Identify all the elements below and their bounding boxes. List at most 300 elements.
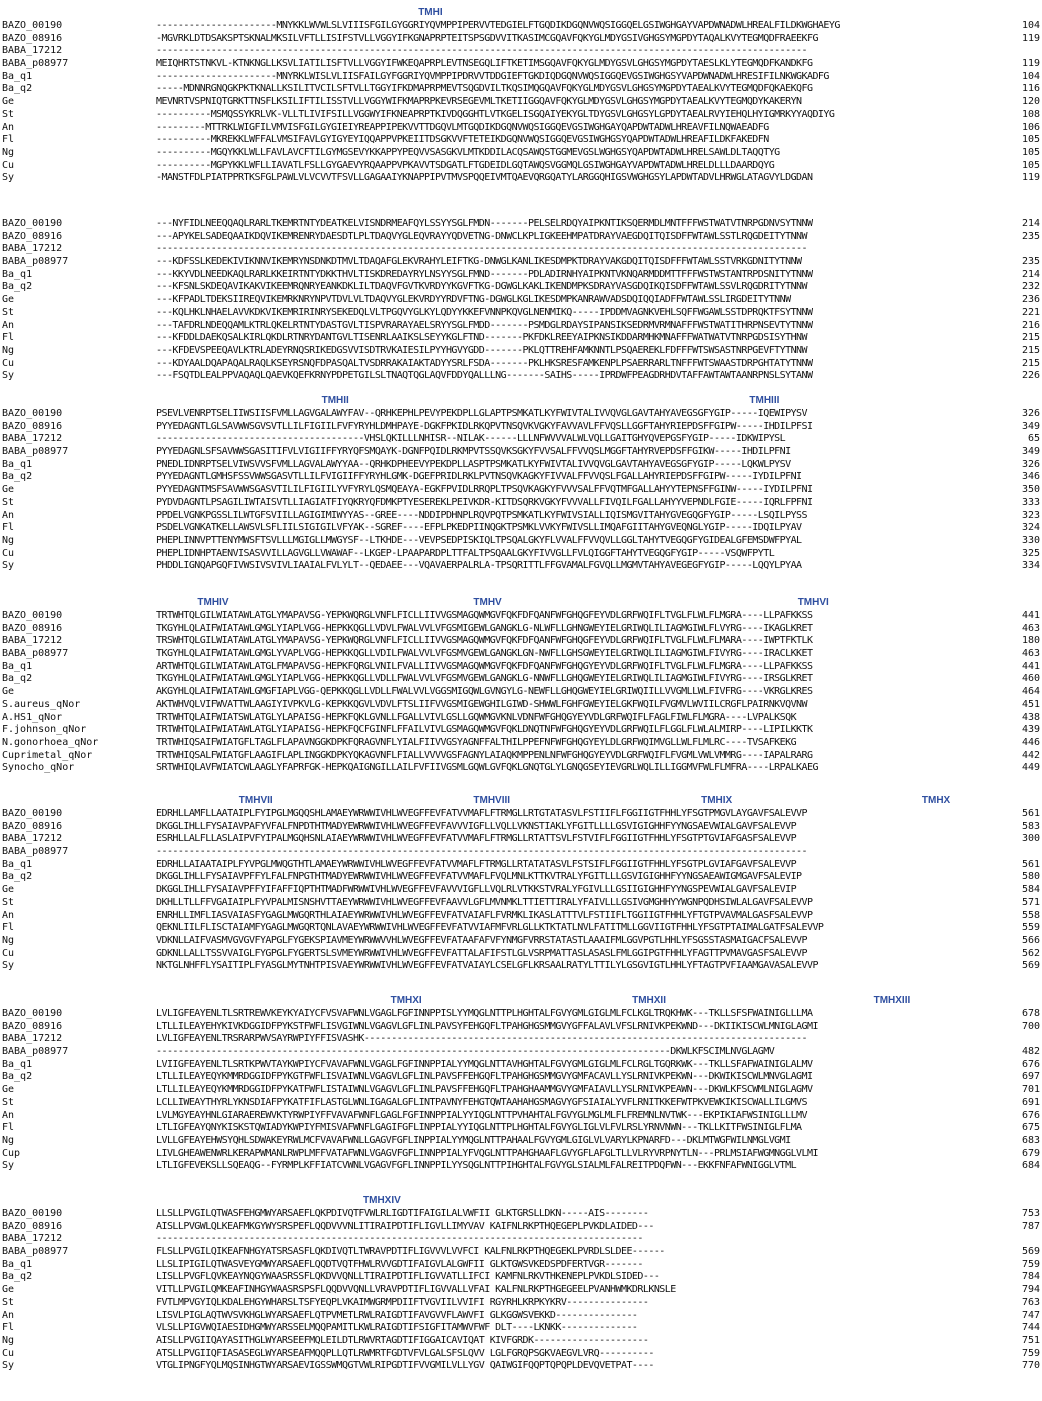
residue-count: 104 xyxy=(1021,20,1040,31)
residue-count: 464 xyxy=(1021,686,1040,698)
alignment-row xyxy=(0,1110,1042,1123)
residue-count: 701 xyxy=(1021,1084,1040,1096)
sequence-name: Synocho_qNor xyxy=(2,762,75,774)
residue-count: 330 xyxy=(1021,534,1040,546)
residue-count: 441 xyxy=(1021,660,1040,672)
sequence-name: BAZO_08916 xyxy=(2,1220,63,1232)
sequence-residues: MEIQHRTSTNKVL-KTNKNGLLKSVLIATILISFTVLLVGGYIFWKEQAPRPLEVTNSEGQLIFTKETIMSGQAVFQKYGLMDYGSVLGHGSYMGPDYTAESLKLYTEGMQDFKANDKFG xyxy=(156,58,813,70)
sequence-residues: ----------MGQYKKLWLLFAVLAVCFTILGYMGSEVYKKAPPYPEQVVSASGKVLMTKDDILACQSAWQSTGGMEVGSLWGHGSYQAPDWTADWLHRELSAWLDLTAQQTYG xyxy=(156,146,780,158)
residue-count: 566 xyxy=(1021,934,1040,946)
residue-count: 349 xyxy=(1021,420,1040,432)
residue-count: 119 xyxy=(1021,58,1040,70)
sequence-residues: ---KFPADLTDEKSIIREQVIKEMRKNRYNPVTDVLVLTDAQVYGLEKVRDYYRDVFTNG-DGWGLKGLIKESDMPKANRAWVADSDQIQQIADFFWTAWLSSLIRGDEITYTNNW xyxy=(156,294,791,306)
alignment-row xyxy=(0,122,1042,135)
sequence-residues: TRTWHIQSALFWIATGFLAAGIFLAPLINGGKDPKYQKAGVNFLFIALLVVVVGSFAGNYLAIAQKMPPENLNFWFGHQGYEYVDLGRFWQIFLFVGMLVWLVMMRG----IAPALRARG xyxy=(156,749,813,761)
alignment-row xyxy=(0,686,1042,699)
sequence-name: An xyxy=(2,319,15,331)
sequence-residues: LISLLPVGFLQVKEAYNQGYWAASRSSFLQKDVVQNLLTIRAIPDTIFLIGVVATLLIFCI KAMFNLRKVTHKENEPLPVKDLSIDED--- xyxy=(156,1271,660,1283)
sequence-residues: QEKNLIILFLISCTAIAMFYGAGLMWGQRTQNLAVAEYWRWWIVHLWVEGFFEVFATVVIAFMFVRLGLLKTKTATLNVLFATITMLLGGVIIGTFHHLYFSGTPTAIMALGATFSALEVVP xyxy=(156,922,824,934)
alignment-row xyxy=(0,20,1042,33)
tm-label-row xyxy=(0,1194,1042,1208)
sequence-name: BAZO_00190 xyxy=(2,218,63,229)
sequence-name: Cup xyxy=(2,1147,21,1159)
sequence-residues: PHEPLIDNHPTAENVISASVVILLAGVGLLVWAWAF--LKGEP-LPAAPARDPLTTFALTPSQAALGKYFIVVGLLFVLQIGGFTAHYTVEGQGFYGIP-----VSQWFPYTL xyxy=(156,547,775,559)
sequence-name: Fl xyxy=(2,922,15,934)
sequence-name: BAZO_00190 xyxy=(2,808,63,819)
alignment-row xyxy=(0,1297,1042,1310)
sequence-residues: PYYEDAGNTLGMHSFSSVWWSGASVTLLILFVIGIIFFYRYHLGMK-DGEFPRIDLRKLPVTNSQVKAGKYFIVVALFFVVQSLFGALLAHYRIEPDSFFGIPW-----IYDILPFNI xyxy=(156,471,802,483)
sequence-name: Ge xyxy=(2,484,15,496)
residue-count: 215 xyxy=(1021,332,1040,344)
alignment-row xyxy=(0,610,1042,623)
alignment-row xyxy=(0,471,1042,484)
sequence-name: BABA_17212 xyxy=(2,1233,63,1245)
alignment-row xyxy=(0,673,1042,686)
residue-count: 569 xyxy=(1021,960,1040,972)
sequence-residues: ----------------------------------------------------------------------------------------------------------------------- xyxy=(156,45,807,57)
alignment-block-4 xyxy=(0,596,1042,775)
residue-count: 438 xyxy=(1021,711,1040,723)
alignment-row xyxy=(0,948,1042,961)
sequence-name: BABA_17212 xyxy=(2,433,63,445)
sequence-residues: LTLLILEAYEQYKMMRDGGIDFPYKGTFWFLISVAIWNLVGAGVLGFLINLPAVSFFEHGQFLTPAHGHGSMMGVYGMFACAVLLYSLRNIVKPEKWN---DKWIKISCWLMNVGLAGMI xyxy=(156,1071,813,1083)
alignment-row xyxy=(0,935,1042,948)
sequence-residues: ----------------------------------------------------------------------------------------- xyxy=(156,1233,643,1245)
sequence-name: Ge xyxy=(2,884,15,896)
residue-count: 65 xyxy=(1027,433,1040,445)
alignment-row xyxy=(0,1221,1042,1234)
alignment-row xyxy=(0,648,1042,661)
alignment-row xyxy=(0,147,1042,160)
residue-count: 215 xyxy=(1021,344,1040,356)
sequence-name: Ge xyxy=(2,294,15,306)
sequence-residues: ---NYFIDLNEEQQAQLRARLTKEMRTNTYDEATKELVISNDRMEAFQYLSSYYSGLFMDN-------PELSELRDQYAIPKNTIKSQERMDLMNTFFFWSTWATVTNRPGDNVSYTNNW xyxy=(156,218,813,229)
sequence-residues: ---TAFDRLNDEQQAMLKTRLQKELRTNTYDASTGVLTISPVRARAYAELSRYYSGLFMDD-------PSMDGLRDAYSIPANSIKSEDRMVRMNAFFFWSTWATITHRPNSEVTYTNNW xyxy=(156,319,813,331)
sequence-residues: ---KFDEVSPEEQAVLKTRLADEYRNQSRIKEDGSVVISDTRVKAIESILPYYHGVYGDD-------PKLQTTREHFAMKNNTLPSQAEREKLFDFFFWTSWSASTNRPGEVFTYTNNW xyxy=(156,344,807,356)
tm-helix-label: TMHVIII xyxy=(473,795,511,806)
sequence-residues: ARTWHTQLGILWIATAWLATGLFMAPAVSG-HEPKFQRGLVNILFVALLIIVVGSMAGQWMGVFQKFDFQANFWFGHQGYEYVDLGRFWQIFLTVGLFLWLFLMGRA----LLPAFKKSS xyxy=(156,660,813,672)
residue-count: 226 xyxy=(1021,370,1040,382)
sequence-name: An xyxy=(2,909,15,921)
alignment-block-1 xyxy=(0,6,1042,185)
alignment-row xyxy=(0,808,1042,821)
sequence-residues: ESRHLLALFLLASLAIPVFYIPALMGQHSNLAIAEYWRWWIVHLWVEGFFEVFATVVMAFLFTRMGLLRTATTSVLFSTVIFLFGGIIGTFHHLYFSGTPTGVIAFGASFSALEVVP xyxy=(156,833,797,845)
sequence-residues: ENRHLLIMFLIASVAIASFYGAGLMWGQRTHLAIAEYWRWWIVHLWVEGFFEVFATVAIAFLFVRMKLIKASLATTTVLFSTIIFLTGGIIGTFHHLYFTGTPVAVMALGASFSALEVVP xyxy=(156,909,813,921)
alignment-row xyxy=(0,160,1042,173)
residue-count: 105 xyxy=(1021,159,1040,171)
residue-count: 580 xyxy=(1021,871,1040,883)
sequence-name: St xyxy=(2,108,15,120)
sequence-name: An xyxy=(2,1109,15,1121)
sequence-name: F.johnson_qNor xyxy=(2,724,87,736)
tm-label-row xyxy=(0,204,1042,218)
sequence-residues: -MGVRKLDTDSAKSPTSKNALMKSILVFTLLISIFSTVLLVGGYIFKGNAPRPTEITSPSGDVVITKASIMCGQAVFQKYGLMDYGSIVGHGSYMGPDYTAQALKVYTEGMQDFRAEEKFG xyxy=(156,32,818,44)
sequence-name: BABA_p08977 xyxy=(2,446,69,458)
sequence-residues: ---KDYAALDQAPAQALRAQLKSEYRSNQFDPASQALTVSDRRAKAIAKTADYYSRLFSDA-------PKLHKSRESFAMKENPLPSAERRARLTNFFFWTSWAASTDRPGHTATYTNNW xyxy=(156,357,813,369)
sequence-name: BAZO_08916 xyxy=(2,1020,63,1032)
sequence-residues: TRSWHTQLGILWIATAWLATGLYMAPAVSG-YEPKWQRGLVNFLFICLLIIVVGSMAGQWMGVFQKFDFQANFWFGHQGFEYVDLGRFWQIFLTVGLFLWLFLMARA----IWPTFKTLK xyxy=(156,635,813,647)
residue-count: 235 xyxy=(1021,230,1040,242)
sequence-residues: ---FSQTDLEALPPVAQAQLQAEVKQEFKRNYPDPETGILSLTNAQTQGLAQVFDDYQALLLNG-------SAIHS-----IPRDWFPEAGDRHDVTAFFAWTAWTAANRPNSLSYTANW xyxy=(156,370,813,382)
sequence-residues: DKGGLIHLLFYSAIAVPFFYLFALFNPGTHTMADYEWRWWIVHLWVEGFFEVFATVVMAFLFVQLMNLKTTKVTRALYFGITLLLGSVIGIGHHFYYNGSAEAWIGMGAVFSALEVIP xyxy=(156,871,802,883)
sequence-name: Sy xyxy=(2,960,15,972)
tm-label-row xyxy=(0,596,1042,610)
residue-count: 120 xyxy=(1021,96,1040,108)
sequence-residues: LTLLILEAYEQYKMMRDGGIDFPYKATFWFLISTAIWNLVGAGVLGFLINLPAVSFFEHGQFLTPAHGHAAMMGVYGMFAIAVLLYSLRNIVKPEAWN---DKWLKFSCWMLNIGLAGMV xyxy=(156,1084,813,1096)
residue-count: 214 xyxy=(1021,268,1040,280)
sequence-name: BABA_17212 xyxy=(2,833,63,845)
sequence-name: Ba_q1 xyxy=(2,70,33,82)
sequence-name: Ba_q1 xyxy=(2,858,33,870)
sequence-name: BABA_p08977 xyxy=(2,256,69,268)
sequence-name: BABA_p08977 xyxy=(2,648,69,660)
sequence-residues: PSEVLVENRPTSELIIWSIISFVMLLAGVGALAWYFAV--QRHKEPHLPEVYPEKDPLLGLAPTPSMKATLKYFWIVTALIVVQVGLGAVTAHYAVEGSGFYGIP-----IQEWIPYSV xyxy=(156,408,807,419)
sequence-name: Fl xyxy=(2,134,15,146)
residue-count: 675 xyxy=(1021,1122,1040,1134)
sequence-residues: PYYEDAGNLSFSAVWWSGASITIFVLVIGIIFFYRYQFSMQAYK-DGNFPQIDLRKMPVTSSQVKSGKYFVVSALFFVVQSLMGGFTAHYRVEPDSFFGIKW-----IHDILPFNI xyxy=(156,446,791,458)
residue-count: 104 xyxy=(1021,70,1040,82)
sequence-name: Sy xyxy=(2,172,15,184)
alignment-row xyxy=(0,497,1042,510)
residue-count: 180 xyxy=(1021,635,1040,647)
sequence-residues: LISVLPIGLAQTWVSVKHGLWYARSAEFLQTPVMETLRWLRAIGDTIFAVGVVFLAWVFI GLKGGWSVEKKD--------------- xyxy=(156,1309,638,1321)
sequence-residues: TKGYHLQLAIFWIATAWLGMGLYVAPLVGG-HEPKKQGLLVDILFWALVVLVFGSMVGEWLGANGKLGN-NWFLLGHSGWEYIELGRIWQLILIAGMGIWLFIVYRG----IRACLKKET xyxy=(156,648,813,660)
alignment-row xyxy=(0,96,1042,109)
alignment-row xyxy=(0,332,1042,345)
alignment-row xyxy=(0,1322,1042,1335)
alignment-row xyxy=(0,71,1042,84)
alignment-row xyxy=(0,256,1042,269)
tm-helix-label: TMHIX xyxy=(701,795,733,806)
sequence-name: BAZO_00190 xyxy=(2,1008,63,1019)
sequence-name: St xyxy=(2,1096,15,1108)
residue-count: 571 xyxy=(1021,896,1040,908)
sequence-residues: PPDELVGNKPGSSLILWTGFSVIILLAGIGIMIWYYAS--GREE----NDDIPDHNPLRQVPQTPSMKATLKYFWIVSIALLIQISMGVITAHYGVEGQGFYGIP-----LSQILPYSS xyxy=(156,509,807,521)
sequence-name: Ge xyxy=(2,1284,15,1296)
residue-count: 460 xyxy=(1021,673,1040,685)
alignment-row xyxy=(0,859,1042,872)
sequence-residues: ----------------------MNYKKLWVWLSLVIIISFGILGYGGRIYQVMPPIPERVVTEDGIELFTGQDIKDGQNVWQSIGGQELGSIWGHGAYVAPDWNADWLHREALFILDKWGHAEYG xyxy=(156,20,840,31)
residue-count: 561 xyxy=(1021,808,1040,819)
residue-count: 346 xyxy=(1021,471,1040,483)
alignment-row xyxy=(0,231,1042,244)
alignment-row xyxy=(0,172,1042,185)
alignment-row xyxy=(0,548,1042,561)
sequence-name: St xyxy=(2,1296,15,1308)
sequence-name: St xyxy=(2,896,15,908)
sequence-residues: VITLLPVGILQMKEAFINHGYWAASRSPSFLQQDVVQNLLVRAVPDTIFLIGVVALLVFAI KALFNLRKPTHGEGEELPVANHWMKDRLKNSLE xyxy=(156,1284,676,1296)
residue-count: 691 xyxy=(1021,1096,1040,1108)
sequence-residues: LTLIGFEAYQNYKISKSTQWIADYKWPIYFMISVAFWNFLGAGIFGFLINPPIALYYIQGLNTTPLHGHTALFGVYGLIGLVLFVLRSLYRNVNWN---TKLLKITFWSINIGLFLMA xyxy=(156,1122,802,1134)
sequence-name: BAZO_00190 xyxy=(2,20,63,31)
sequence-residues: ---KFDDLDAEKQSALKIRLQKDLRTNRYDANTGVLTISENRLAAIKSLSEYYKGLFTND-------PKFDKLREEYAIPKNSIKDDARMHKMNAFFFWATWATVTNRPGDSISYTHNW xyxy=(156,332,807,344)
residue-count: 119 xyxy=(1021,32,1040,44)
tm-helix-label: TMHXI xyxy=(390,995,422,1006)
residue-count: 116 xyxy=(1021,83,1040,95)
residue-count: 439 xyxy=(1021,724,1040,736)
sequence-residues: VLSLLPIGVWQIAESIDHGMWYARSSELMQQPAMITLKWLRAIGDTIFSIGFITAMWVFWF DLT----LKNKK-------------- xyxy=(156,1322,638,1334)
residue-count: 676 xyxy=(1021,1058,1040,1070)
sequence-residues: LVLIGFEAYENLTRSRARPWVSAYRWPIYFFISVASHK--------------------------------------------------------------------------------- xyxy=(156,1033,807,1045)
alignment-row xyxy=(0,510,1042,523)
alignment-row xyxy=(0,535,1042,548)
alignment-block-5 xyxy=(0,794,1042,973)
alignment-row xyxy=(0,846,1042,859)
residue-count: 449 xyxy=(1021,762,1040,774)
residue-count: 684 xyxy=(1021,1160,1040,1172)
sequence-residues: ----------------------MNYRKLWISLVLIISFAILGYFGGRIYQVMPPIPDRVVTDDGIEFTGKDIQDGQNVWQSIGGQEVGSIWGHGSYVAPDWNADWLHRESIFILNKWGKADFG xyxy=(156,70,829,82)
residue-count: 300 xyxy=(1021,833,1040,845)
sequence-name: Ng xyxy=(2,344,15,356)
alignment-row xyxy=(0,1021,1042,1034)
residue-count: 326 xyxy=(1021,458,1040,470)
residue-count: 235 xyxy=(1021,256,1040,268)
alignment-row xyxy=(0,421,1042,434)
sequence-name: BAZO_08916 xyxy=(2,820,63,832)
alignment-row xyxy=(0,724,1042,737)
sequence-residues: ---------MTTRKLWIGFILVMVISFGILGYGIEIYREAPPIPEKVVTTDGQVLMTGQDIKDGQNVWQSIGGQEVGSIWGHGAYQAPDWTADWLHREAVFILNQWAEADFG xyxy=(156,121,769,133)
sequence-residues: ----------------------------------------------------------------------------------------------DKWLKFSCIMLNVGLAGMV xyxy=(156,1046,775,1058)
alignment-row xyxy=(0,433,1042,446)
residue-count: 108 xyxy=(1021,108,1040,120)
sequence-name: Ba_q1 xyxy=(2,268,33,280)
alignment-block-2 xyxy=(0,204,1042,383)
sequence-residues: LTLLILEAYEHYKIVKDGGIDFPYKSTFWFLISVGIWNLVGAGVLGFLINLPAVSYFEHGQFLTPAHGHGSMMGVYGFFALAVLVFSLRNIVKPEKWND---DKIIKISCWLMNIGLAGMI xyxy=(156,1020,818,1032)
sequence-name: BABA_17212 xyxy=(2,45,63,57)
alignment-row xyxy=(0,871,1042,884)
residue-count: 584 xyxy=(1021,884,1040,896)
alignment-row xyxy=(0,522,1042,535)
sequence-residues: ---KFSNLSKDEQAVIKAKVIKEEMRQNRYEANKDKLILTDAQVFGVTKVRDYYKGVFTKG-DGWGLKAKLIKENDMPKSDRAYVASGDQIKQISDFFWTAWLSSVLRQGDRITYTNNW xyxy=(156,281,807,293)
tm-label-row xyxy=(0,6,1042,20)
alignment-row xyxy=(0,623,1042,636)
residue-count: 784 xyxy=(1021,1271,1040,1283)
alignment-row xyxy=(0,484,1042,497)
sequence-name: Ba_q2 xyxy=(2,1271,33,1283)
sequence-residues: PNEDLIDNRPTSELVIWSVVSFVMLLAGVALAWYYAA--QRHKDPHEEVYPEKDPLLASPTPSMKATLKYFWIVTALIVVQVGLGAVTAHYAVEGSGFYGIP-----LQKWLPYSV xyxy=(156,458,791,470)
sequence-residues: EDRHLLAIAATAIPLFYVPGLMWQGTHTLAMAEYWRWWIVHLWVEGFFEVFATVVMAFLFTRMGLLRTATATASVLFSTSIFLFGGIIGTFHHLYFSGTPLGVIAFGAVFSALEVVP xyxy=(156,858,797,870)
alignment-row xyxy=(0,833,1042,846)
residue-count: 683 xyxy=(1021,1134,1040,1146)
sequence-name: Cu xyxy=(2,159,15,171)
alignment-row xyxy=(0,134,1042,147)
sequence-name: Ng xyxy=(2,1134,15,1146)
residue-count: 349 xyxy=(1021,446,1040,458)
alignment-row xyxy=(0,1246,1042,1259)
alignment-row xyxy=(0,897,1042,910)
alignment-row xyxy=(0,1122,1042,1135)
alignment-row xyxy=(0,358,1042,371)
alignment-row xyxy=(0,1160,1042,1173)
alignment-row xyxy=(0,635,1042,648)
alignment-row xyxy=(0,345,1042,358)
alignment-row xyxy=(0,922,1042,935)
sequence-name: Ba_q2 xyxy=(2,83,33,95)
alignment-row xyxy=(0,910,1042,923)
sequence-residues: ----------MGPYKKLWFLLIAVATLFSLLGYGAEVYRQAAPPVPKAVVTSDGATLFTGDEIDLGQTAWQSVGGMQLGSIWGHGAYVAPDWTADWLHRELDLLLDAARDQYG xyxy=(156,159,775,171)
sequence-residues: LCLLIWEAYTHYRLYKNSDIAFPYKATFIFLASTGLWNLIGAGALGFLINTPAVNYFEHGTQWTAAHAHGSMAGVYGFSIAIALYVFLRNITKKEFWTPKVEWKIKISCWALLILGMVS xyxy=(156,1096,807,1108)
sequence-name: Ba_q1 xyxy=(2,1258,33,1270)
sequence-name: Ng xyxy=(2,934,15,946)
sequence-residues: VTGLIPNGFYQLMQSINHGTWYARSAEVIGSSWMQGTVWLRIPGDTIFVVGMILVLLYGV QAIWGIFQQPTQPQPLDEVQVETPAT---- xyxy=(156,1360,654,1372)
residue-count: 323 xyxy=(1021,509,1040,521)
alignment-row xyxy=(0,1271,1042,1284)
alignment-row xyxy=(0,737,1042,750)
sequence-residues: -----MDNNRGNQGKPKTKNALLKSILITVCILSFTVLLTGGYIFKDMAPRPMEVTSQGDVILTKQSIMQGQAVFQKYGLMDYGSVLGHGSYMGPDYTAEALKVYTEGMQDFQKAEKQFG xyxy=(156,83,813,95)
sequence-name: Ba_q2 xyxy=(2,1071,33,1083)
sequence-name: Ge xyxy=(2,686,15,698)
alignment-row xyxy=(0,762,1042,775)
sequence-residues: ----------MKREKKLWFFALVMSIFAVLGYIGYEYIQQAPPVPKEIITDSGKVVFTETEIKDGQNVWQSIGGQEVGSIWGHGSYQAPDWTADWLHREAFILDKFAKEDFN xyxy=(156,134,769,146)
sequence-name: Sy xyxy=(2,1360,15,1372)
alignment-row xyxy=(0,269,1042,282)
sequence-residues: MEVNRTVSPNIQTGRKTTNSFLKSILIFTILISSTVLLVGGYWIFKMAPRPKEVRSEGEVMLTKETIIGGQAVFQKYGLMDYGSVLGHGSYMGPDYTAEALKVYTEGMQDYKAKERYN xyxy=(156,96,802,108)
sequence-name: BAZO_08916 xyxy=(2,32,63,44)
sequence-residues: SRTWHIQLAVFWIATCWLAAGLYFAPRFGK-HEPKQAIGNGILLAILFVFIIVGSMLGQWLGVFQKLGNQTGLYLGNQGSEYIEVGRLWQLILLIGGMVFWLFLMFRA----LRPALKAEG xyxy=(156,762,818,774)
residue-count: 326 xyxy=(1021,408,1040,419)
sequence-name: BABA_p08977 xyxy=(2,1246,69,1258)
alignment-block-3 xyxy=(0,394,1042,573)
sequence-residues: DKGGLIHLLFYSAIAVPFFYIFAFFIQPTHTMADFWRWWIVHLWVEGFFEVFAVVVIGFLLVQLRLVTKKSTVRALYFGIVLLLGSIIGIGHHFYYNGSPEVWIALGAVFSALEVIP xyxy=(156,884,797,896)
sequence-name: BABA_17212 xyxy=(2,243,63,255)
sequence-residues: LVLLGFEAYEHWSYQHLSDWAKEYRWLMCFVAVAFWNLLGAGVFGFLINPPIALYYMQGLNTTPAHAALFGVYGMLGIGLVLVARYLKPNARFD---DKLMTWGFWILNMGLVGMI xyxy=(156,1134,791,1146)
sequence-name: Ng xyxy=(2,534,15,546)
alignment-row xyxy=(0,1046,1042,1059)
residue-count: 463 xyxy=(1021,648,1040,660)
sequence-name: BABA_17212 xyxy=(2,635,63,647)
sequence-residues: EDRHLLAMFLLAATAIPLFYIPGLMGQQSHLAMAEYWRWWIVHLWVEGFFEVFATVVMAFLFTRMGLLRTGTATASVLFSTIIFLFGGIIGTFHHLYFSGTPMGVLAYGAVFSALEVVP xyxy=(156,808,807,819)
sequence-residues: LVLMGYEAYHNLGIARAEREWVKTYRWPIYFFVAVAFWNFLGAGLFGFINNPPIALYYIQGLNTTPVHAHTALFGVYGLMGLMLFLFREMNLNVTWK---EKPIKIAFWSINIGLLLMV xyxy=(156,1109,807,1121)
sequence-residues: TRTWHTQLGILWIATAWLATGLYMAPAVSG-YEPKWQRGLVNFLFICLLIIVVGSMAGQWMGVFQKFDFQANFWFGHQGFEYVDLGRFWQIFLTVGLFLWLFLMGRA----LLPAFKKSS xyxy=(156,610,813,621)
sequence-name: Cu xyxy=(2,947,15,959)
alignment-row xyxy=(0,33,1042,46)
residue-count: 216 xyxy=(1021,319,1040,331)
alignment-row xyxy=(0,1084,1042,1097)
residue-count: 232 xyxy=(1021,281,1040,293)
sequence-name: Fl xyxy=(2,1322,15,1334)
residue-count: 214 xyxy=(1021,218,1040,229)
alignment-row xyxy=(0,281,1042,294)
sequence-residues: DKHLLTLLFFVGAIAIPLFYVPALMISNSHVTTAEYWRWWIVHLWVEGFFEVFAAVVLGFLMVNMKLTTIETTIRALYFAIVLLLGSIVGMGHHYYWGNPQDHSIWLALGAVFSALEVVP xyxy=(156,896,813,908)
residue-count: 236 xyxy=(1021,294,1040,306)
residue-count: 753 xyxy=(1021,1208,1040,1219)
sequence-name: Ng xyxy=(2,1334,15,1346)
sequence-residues: GDKNLLALLTSSVVAIGLFYGPGLFYGERTSLSVMEYWRWWIVHLWVEGFFEVFATTALAFIFSTLGLVSRPMATTASLASASLFMLGGIPGTFHHLYFAGTTPVMAVGASFSALEVVP xyxy=(156,947,807,959)
alignment-row xyxy=(0,821,1042,834)
residue-count: 441 xyxy=(1021,610,1040,621)
sequence-name: Cuprimetal_qNor xyxy=(2,749,93,761)
sequence-residues: -MANSTFDLPIATPPRTKSFGLPAWLVLVCVVTFSVLLGAGAAIYKNAPPIPVTMVSPQQEIVMTQAEVQRGQATYLARGGQHIGSVWGHGSYLAPDWTADVLHRWGLATAGVYLDGDAN xyxy=(156,172,813,184)
alignment-row xyxy=(0,243,1042,256)
sequence-residues: PHEPLINNVPTTENYMWSFTSVLLLMGIGLLMWGYSF--LTKHDE---VEVPSEDPISKIQLTPSQALGKYFLVVALFFVVQVLLGGLTAHYTVEGQGFYGIDEALGFEMSDWFPYAL xyxy=(156,534,802,546)
residue-count: 333 xyxy=(1021,496,1040,508)
sequence-residues: --------------------------------------VHSLQKILLLNHISR--NILAK------LLLNFWVVVALWLVQLLGAITGHYQVEPGSFYGIP-----IDKWIPYSL xyxy=(156,433,786,445)
sequence-name: Ge xyxy=(2,96,15,108)
residue-count: 561 xyxy=(1021,858,1040,870)
sequence-name: Cu xyxy=(2,357,15,369)
sequence-residues: TRTWHTQLAIFWIATAWLATGLYIAPAISG-HEPKFQCFGINFLFFAILVIVLGSMAGQWMGVFQKLDNQTNFWFGHQGYEYVDLGRFWQILFLGGLFLWLALMIRP----LIPILKKTK xyxy=(156,724,813,736)
residue-count: 325 xyxy=(1021,547,1040,559)
sequence-residues: TRTWHIQSAIFWIATGFLTAGLFLAPAVNGGKDPKFQRAGVNFLYIALFIIVVGSYAGNFFALTHILPPEFNFWFGHQGYEYLDLGRFWQIMVGLLWLFLMLRC----TVSAFKEKG xyxy=(156,736,797,748)
alignment-row xyxy=(0,884,1042,897)
residue-count: 676 xyxy=(1021,1109,1040,1121)
tm-helix-label: TMHI xyxy=(418,7,443,18)
alignment-row xyxy=(0,1259,1042,1272)
residue-count: 558 xyxy=(1021,909,1040,921)
sequence-name: Sy xyxy=(2,1160,15,1172)
sequence-residues: TKGYHLQLAIFWIATAWLGMGLYIAPLVGG-HEPKKQGLLVDVLFWALVVLVFGSMIGEWLGANGKLG-NLWFLLGHNGWEYIELGRIWQLILIAGMGIWLFLVYRG----IKAGLKRET xyxy=(156,622,813,634)
sequence-name: BAZO_08916 xyxy=(2,622,63,634)
alignment-row xyxy=(0,661,1042,674)
sequence-name: S.aureus_qNor xyxy=(2,698,81,710)
tm-helix-label: TMHIV xyxy=(197,597,229,608)
sequence-name: Ba_q2 xyxy=(2,281,33,293)
sequence-name: BABA_17212 xyxy=(2,1033,63,1045)
sequence-residues: ---APYKELSADEQAAIKDQVIKEMRENRYDAESDTLPLTDAQVYGLEQVRAYYQDVETNG-DNWCLKPLIGKEEHMPATDRAYVAEGDQITQISDFFWTAWLSSTLRQGDEITYTNNW xyxy=(156,230,807,242)
sequence-residues: NKTGLNHFFLYSAITIPLFYASGLMYTNHTPISVAEYWRWWIVHLWVEGFFEVFATVAIAYLCSELGFLKRSAALRATYLTTILYLGSGVIGTLHHLYFTAGTPVFIAAMGAVASALEVVP xyxy=(156,960,818,972)
alignment-row xyxy=(0,1335,1042,1348)
sequence-name: Ng xyxy=(2,146,15,158)
residue-count: 569 xyxy=(1021,1246,1040,1258)
sequence-residues: LLSLLPVGILQTWASFEHGMWYARSAEFLQKPDIVQTFVWLRLIGDTIFAIGILALVWFII GLKTGRSLLDKN-----AIS-------- xyxy=(156,1208,649,1219)
sequence-name: Sy xyxy=(2,560,15,572)
alignment-row xyxy=(0,408,1042,421)
residue-count: 770 xyxy=(1021,1360,1040,1372)
alignment-row xyxy=(0,1097,1042,1110)
sequence-residues: FVTLMPVGYIQLKDALEHGYWHARSLTSFYEQPLVKAIMWGRMPDIIFTVGVIILVVIFI RGYRHLKRPKYKRV--------------- xyxy=(156,1296,649,1308)
sequence-residues: ----------------------------------------------------------------------------------------------------------------------- xyxy=(156,846,807,858)
tm-helix-label: TMHXII xyxy=(632,995,666,1006)
sequence-name: Cu xyxy=(2,547,15,559)
tm-label-row xyxy=(0,794,1042,808)
sequence-residues: AKGYHLQLAIFWIATAWLGMGFIAPLVGG-QEPKKQGLLVDLLFWALVVLVGGSMIGQWLGVNGYLG-NEWFLLGHQGWEYIELGRIWQIILLVVGMLLWLFIVFRG----VKRGLKRES xyxy=(156,686,813,698)
alignment-row xyxy=(0,699,1042,712)
tm-helix-label: TMHXIV xyxy=(363,1195,401,1206)
residue-count: 759 xyxy=(1021,1258,1040,1270)
alignment-row xyxy=(0,446,1042,459)
residue-count: 678 xyxy=(1021,1008,1040,1019)
alignment-row xyxy=(0,307,1042,320)
alignment-row xyxy=(0,1148,1042,1161)
sequence-name: Ba_q2 xyxy=(2,871,33,883)
sequence-residues: LIVLGHEAWENWRLKERAPWMANLRWPLMFFVATAFWNLVGAGVFGFLINNPPIALYFVQGLNTTPAHGHAAFLGVYGFLAFGLTLLVLRYVRPNYTLN---PRLMSIAFWGMNGGLVLMI xyxy=(156,1147,818,1159)
tm-label-row xyxy=(0,394,1042,408)
alignment-row xyxy=(0,370,1042,383)
sequence-name: An xyxy=(2,1309,15,1321)
sequence-residues: ----------MSMQSSYKRLVK-VLLTLIVIFSILLVGGWYIFKNEAPRPTKIVDQGGHTLVTKGELISGQAIYEKYGLTDYGSVLGHGSYLGPDYTAEALRVYIEHQLHYIGMRKYYAQDIYG xyxy=(156,108,835,120)
residue-count: 697 xyxy=(1021,1071,1040,1083)
sequence-residues: VDKNLLAIFVASMVGVGVFYAPGLFYGEKSPIAVMEYWRWWVVHLWVEGFFEVFATAAFAFVFYNMGFVRRSTATASTLAAAIFMLGGVPGTLHHLYFSGSSTASMAIGACFSALEVVP xyxy=(156,934,807,946)
residue-count: 759 xyxy=(1021,1347,1040,1359)
sequence-residues: ---KKYVDLNEEDKAQLRARLKKEIRTNTYDKKTHVLTISKDREDAYRYLNSYYSGLFMND-------PDLADIRNHYAIPKNTVKNQARMDDMTTFFFWSTWSTANTRPDSNITYTNNW xyxy=(156,268,813,280)
tm-helix-label: TMHIII xyxy=(749,395,780,406)
sequence-residues: ---KQLHKLNHAELAVVKDKVIKEMRIRINRYSEKEDQLVLTPGQVYGLKYLQDYYKKEFVNNPKQVGLNENMIKQ-----IPDDMVAGNKVEHLSQFFWGAWLSSTDPRQKTFSYTNNW xyxy=(156,306,813,318)
residue-count: 744 xyxy=(1021,1322,1040,1334)
alignment-block-7 xyxy=(0,1194,1042,1373)
alignment-row xyxy=(0,83,1042,96)
alignment-row xyxy=(0,560,1042,573)
sequence-residues: PYYEDAGNTLGLSAVWWSGVSVTLLILFIGIILFVFYRYHLDMHPAYE-DGKFPKIDLRKQPVTNSQVKVGKYFAVVAVLFFVQSLLGGFTAHYRIEPDSFFGIPW-----IHDILPFSI xyxy=(156,420,813,432)
sequence-residues: LLSLIPIGILQTWASVEYGMWYARSAEFLQQDTVQTFHWLRVVGDTIFAIGVLALGWFII GLKTGWSVKEDSPDFERTVGR------- xyxy=(156,1258,643,1270)
alignment-row xyxy=(0,45,1042,58)
residue-count: 350 xyxy=(1021,484,1040,496)
alignment-row xyxy=(0,320,1042,333)
alignment-row xyxy=(0,712,1042,725)
sequence-name: Cu xyxy=(2,1347,15,1359)
sequence-residues: TRTWHTQLAIFWIATSWLATGLYLAPAISG-HEPKFQKLGVNLLFGALLVIVLGSLLGQWMGVKNLVDNFWFGHQGYEYVDLGRFWQIFLFAGLFIWLFLMGRA----LVPALKSQK xyxy=(156,711,797,723)
alignment-row xyxy=(0,294,1042,307)
alignment-row xyxy=(0,1208,1042,1221)
